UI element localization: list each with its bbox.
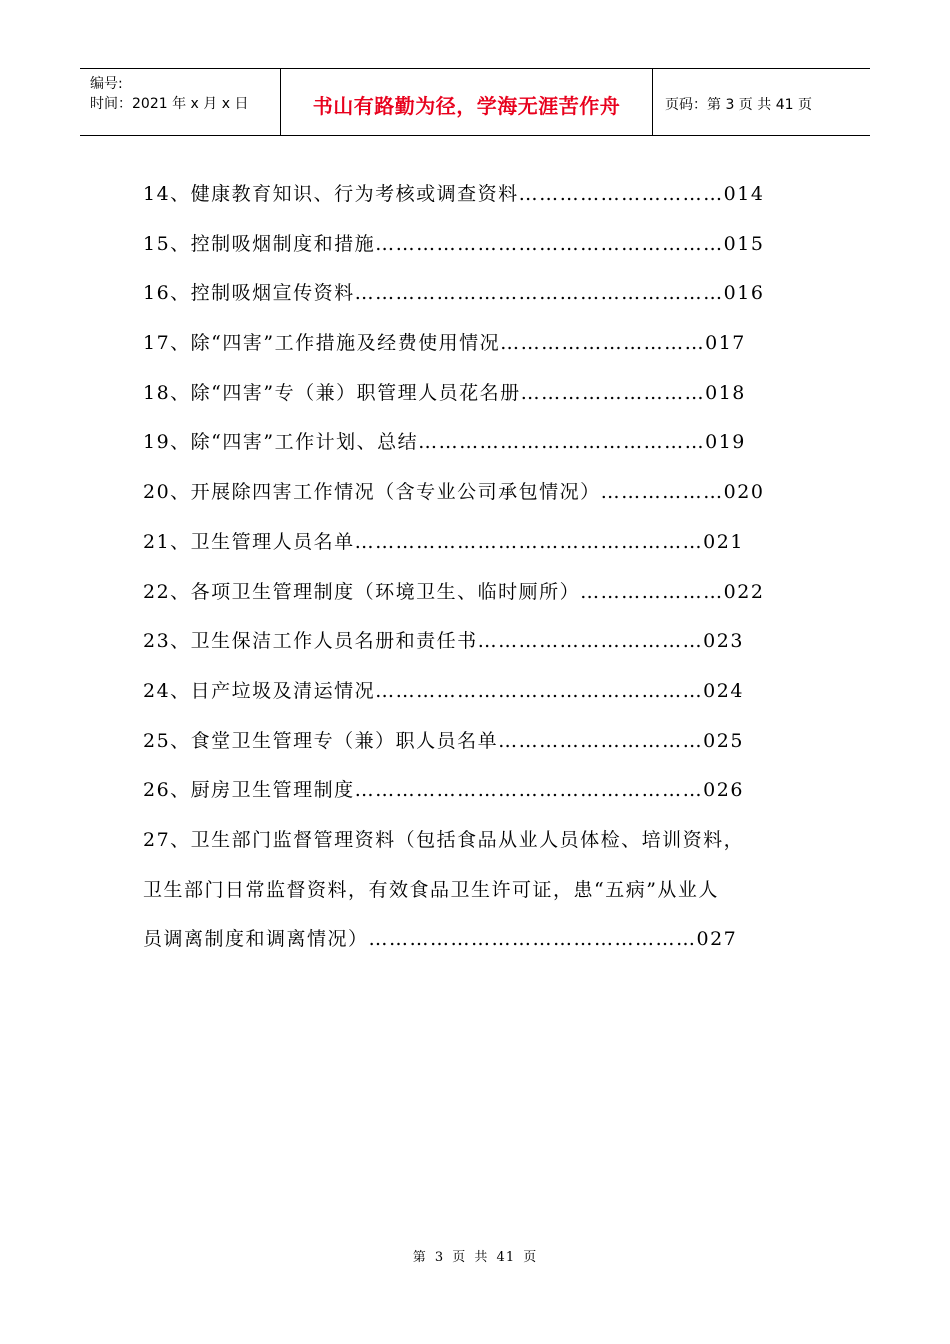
toc-item-19: 19、除“四害”工作计划、总结……………………………………019 — [143, 431, 746, 454]
header-meta — [80, 69, 281, 135]
table-of-contents — [143, 177, 843, 972]
toc-item-25: 25、食堂卫生管理专（兼）职人员名单…………………………025 — [143, 729, 744, 752]
toc-item-27-line-3: 员调离制度和调离情况）…………………………………………027 — [143, 928, 738, 951]
toc-item-17: 17、除“四害”工作措施及经费使用情况…………………………017 — [143, 332, 746, 355]
toc-item-27-line-2: 卫生部门日常监督资料，有效食品卫生许可证，患“五病”从业人 — [143, 878, 719, 901]
toc-item-23: 23、卫生保洁工作人员名册和责任书……………………………023 — [143, 630, 744, 653]
serial-label: 编号: — [90, 76, 123, 92]
toc-item-26: 26、厨房卫生管理制度……………………………………………026 — [143, 779, 744, 802]
toc-item-18: 18、除“四害”专（兼）职管理人员花名册………………………018 — [143, 381, 746, 404]
header-page-info: 页码：第 3 页 共 41 页 — [665, 97, 812, 113]
page-header — [80, 68, 870, 136]
toc-item-14: 14、健康教育知识、行为考核或调查资料…………………………014 — [143, 183, 765, 205]
header-motto: 书山有路勤为径，学海无涯苦作舟 — [281, 69, 653, 135]
toc-item-21: 21、卫生管理人员名单……………………………………………021 — [143, 530, 744, 553]
toc-item-27-line-1: 27、卫生部门监督管理资料（包括食品从业人员体检、培训资料， — [143, 828, 745, 851]
toc-item-24: 24、日产垃圾及清运情况…………………………………………024 — [143, 679, 744, 702]
page-footer: 第 3 页 共 41 页 — [412, 1250, 538, 1265]
toc-item-16: 16、控制吸烟宣传资料………………………………………………016 — [143, 282, 765, 305]
toc-item-15: 15、控制吸烟制度和措施……………………………………………015 — [143, 232, 765, 255]
date-label: 时间：2021 年 x 月 x 日 — [90, 96, 249, 112]
toc-item-20: 20、开展除四害工作情况（含专业公司承包情况）………………020 — [143, 481, 765, 504]
toc-item-22: 22、各项卫生管理制度（环境卫生、临时厕所）…………………022 — [143, 580, 765, 603]
